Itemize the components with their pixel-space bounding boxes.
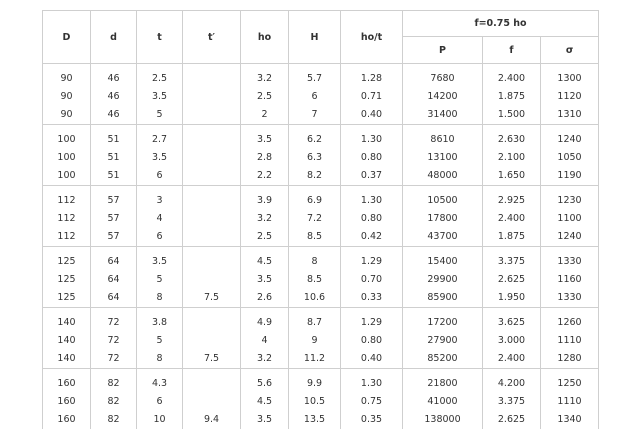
cell-value: 1.30 xyxy=(360,378,383,389)
cell-value: 85200 xyxy=(427,353,458,364)
cell-value: 0.33 xyxy=(360,292,383,303)
header-t: t xyxy=(137,11,183,64)
cell-value: 0.75 xyxy=(360,396,383,407)
table-row xyxy=(43,125,599,186)
cell-value: 3.375 xyxy=(497,396,526,407)
table-cell xyxy=(541,247,599,308)
cell-value: 1.650 xyxy=(497,170,526,181)
table-cell xyxy=(241,125,289,186)
cell-value: 7.5 xyxy=(203,353,220,364)
cell-value: 160 xyxy=(57,378,76,389)
cell-value: 0.40 xyxy=(360,109,383,120)
cell-value xyxy=(183,106,240,124)
cell-value: 8.2 xyxy=(306,170,323,181)
cell-value: 3.2 xyxy=(256,213,273,224)
table-cell xyxy=(43,186,91,247)
cell-value xyxy=(183,271,240,289)
table-cell xyxy=(541,369,599,430)
cell-value: 1100 xyxy=(557,213,582,224)
table-cell xyxy=(483,247,541,308)
cell-value: 10.6 xyxy=(303,292,326,303)
table-cell xyxy=(43,308,91,369)
table-cell xyxy=(341,308,403,369)
cell-value: 3.8 xyxy=(151,317,168,328)
table-cell xyxy=(289,186,341,247)
cell-value: 17800 xyxy=(427,213,458,224)
cell-value: 46 xyxy=(107,73,120,84)
cell-value: 8.7 xyxy=(306,317,323,328)
cell-value: 82 xyxy=(107,414,120,425)
header-ho-over-t: ho/t xyxy=(341,11,403,64)
cell-value: 4.200 xyxy=(497,378,526,389)
cell-value: 2.630 xyxy=(497,134,526,145)
cell-value: 57 xyxy=(107,213,120,224)
table-cell xyxy=(403,125,483,186)
cell-value: 8.5 xyxy=(306,274,323,285)
cell-value: 43700 xyxy=(427,231,458,242)
cell-value: 7.5 xyxy=(203,292,220,303)
cell-value: 82 xyxy=(107,396,120,407)
table-cell xyxy=(289,247,341,308)
table-cell xyxy=(483,125,541,186)
cell-value: 4 xyxy=(261,335,268,346)
cell-value: 82 xyxy=(107,378,120,389)
table-cell xyxy=(43,369,91,430)
cell-value: 5 xyxy=(156,109,163,120)
cell-value: 57 xyxy=(107,195,120,206)
cell-value: 160 xyxy=(57,414,76,425)
table-cell xyxy=(183,64,241,125)
cell-value: 31400 xyxy=(427,109,458,120)
cell-value: 85900 xyxy=(427,292,458,303)
table-cell xyxy=(91,64,137,125)
cell-value: 3.9 xyxy=(256,195,273,206)
cell-value xyxy=(183,149,240,167)
cell-value: 48000 xyxy=(427,170,458,181)
cell-value: 1330 xyxy=(557,256,582,267)
cell-value xyxy=(183,314,240,332)
cell-value: 112 xyxy=(57,231,76,242)
cell-value: 4.5 xyxy=(256,396,273,407)
table-cell xyxy=(183,247,241,308)
cell-value: 72 xyxy=(107,353,120,364)
table-cell xyxy=(541,186,599,247)
cell-value: 27900 xyxy=(427,335,458,346)
header-sigma: σ xyxy=(541,37,599,64)
cell-value: 3.5 xyxy=(151,91,168,102)
cell-value: 2.100 xyxy=(497,152,526,163)
cell-value: 1.30 xyxy=(360,134,383,145)
cell-value: 8 xyxy=(311,256,318,267)
table-cell xyxy=(241,247,289,308)
cell-value: 3.5 xyxy=(256,134,273,145)
cell-value: 1250 xyxy=(557,378,582,389)
cell-value xyxy=(183,375,240,393)
cell-value: 6 xyxy=(156,170,163,181)
table-cell xyxy=(289,308,341,369)
cell-value: 2.625 xyxy=(497,414,526,425)
cell-value: 1110 xyxy=(557,396,582,407)
cell-value: 57 xyxy=(107,231,120,242)
cell-value xyxy=(183,393,240,411)
cell-value xyxy=(183,167,240,185)
table-cell xyxy=(91,186,137,247)
cell-value: 64 xyxy=(107,292,120,303)
cell-value: 29900 xyxy=(427,274,458,285)
cell-value: 2 xyxy=(261,109,268,120)
cell-value: 72 xyxy=(107,335,120,346)
cell-value: 1.500 xyxy=(497,109,526,120)
table-cell xyxy=(289,369,341,430)
cell-value: 1340 xyxy=(557,414,582,425)
table-row xyxy=(43,186,599,247)
cell-value: 0.70 xyxy=(360,274,383,285)
cell-value: 112 xyxy=(57,195,76,206)
cell-value xyxy=(183,210,240,228)
table-cell xyxy=(241,64,289,125)
table-cell xyxy=(541,125,599,186)
cell-value: 1240 xyxy=(557,134,582,145)
table-cell xyxy=(241,308,289,369)
table-cell xyxy=(341,64,403,125)
cell-value: 64 xyxy=(107,274,120,285)
cell-value: 1230 xyxy=(557,195,582,206)
table-cell xyxy=(91,125,137,186)
cell-value: 6 xyxy=(156,231,163,242)
table-cell xyxy=(483,308,541,369)
cell-value: 0.80 xyxy=(360,335,383,346)
header-group-f: f=0.75 ho xyxy=(403,11,599,37)
cell-value: 6 xyxy=(311,91,318,102)
cell-value: 160 xyxy=(57,396,76,407)
table-cell xyxy=(91,369,137,430)
table-cell xyxy=(43,64,91,125)
cell-value: 2.5 xyxy=(256,91,273,102)
table-cell xyxy=(241,186,289,247)
cell-value: 1.29 xyxy=(360,317,383,328)
cell-value: 1310 xyxy=(557,109,582,120)
cell-value: 3.5 xyxy=(151,152,168,163)
cell-value: 3.5 xyxy=(151,256,168,267)
cell-value: 1.875 xyxy=(497,231,526,242)
cell-value: 3.5 xyxy=(256,274,273,285)
cell-value: 1330 xyxy=(557,292,582,303)
cell-value: 1.30 xyxy=(360,195,383,206)
cell-value: 8 xyxy=(156,353,163,364)
table-cell xyxy=(241,369,289,430)
cell-value xyxy=(183,70,240,88)
header-d: d xyxy=(91,11,137,64)
header-P: P xyxy=(403,37,483,64)
cell-value: 0.80 xyxy=(360,213,383,224)
cell-value: 125 xyxy=(57,256,76,267)
table-cell xyxy=(289,64,341,125)
cell-value: 0.42 xyxy=(360,231,383,242)
cell-value: 1.950 xyxy=(497,292,526,303)
table-cell xyxy=(137,369,183,430)
table-cell xyxy=(43,247,91,308)
cell-value: 4.3 xyxy=(151,378,168,389)
table-cell xyxy=(183,369,241,430)
cell-value: 1240 xyxy=(557,231,582,242)
table-cell xyxy=(403,64,483,125)
cell-value: 51 xyxy=(107,170,120,181)
table-row xyxy=(43,64,599,125)
cell-value: 2.5 xyxy=(151,73,168,84)
table-cell xyxy=(341,247,403,308)
cell-value: 5.6 xyxy=(256,378,273,389)
cell-value: 7.2 xyxy=(306,213,323,224)
cell-value: 138000 xyxy=(424,414,461,425)
cell-value: 2.8 xyxy=(256,152,273,163)
cell-value: 2.925 xyxy=(497,195,526,206)
cell-value: 5.7 xyxy=(306,73,323,84)
cell-value: 21800 xyxy=(427,378,458,389)
cell-value: 51 xyxy=(107,152,120,163)
header-row xyxy=(43,11,599,37)
spring-data-table xyxy=(42,10,599,429)
cell-value: 9.9 xyxy=(306,378,323,389)
cell-value: 3 xyxy=(156,195,163,206)
cell-value: 112 xyxy=(57,213,76,224)
cell-value: 6.2 xyxy=(306,134,323,145)
cell-value: 64 xyxy=(107,256,120,267)
table-cell xyxy=(483,64,541,125)
cell-value: 2.5 xyxy=(256,231,273,242)
cell-value: 8 xyxy=(156,292,163,303)
table-cell xyxy=(137,64,183,125)
cell-value: 41000 xyxy=(427,396,458,407)
cell-value: 90 xyxy=(60,109,73,120)
cell-value: 0.35 xyxy=(360,414,383,425)
cell-value: 1.29 xyxy=(360,256,383,267)
cell-value: 100 xyxy=(57,170,76,181)
cell-value: 2.625 xyxy=(497,274,526,285)
header-D: D xyxy=(43,11,91,64)
cell-value: 100 xyxy=(57,152,76,163)
table-cell xyxy=(91,308,137,369)
cell-value: 10500 xyxy=(427,195,458,206)
cell-value: 4.5 xyxy=(256,256,273,267)
cell-value: 6 xyxy=(156,396,163,407)
table-cell xyxy=(43,125,91,186)
cell-value: 8610 xyxy=(430,134,455,145)
table-cell xyxy=(541,64,599,125)
cell-value: 4 xyxy=(156,213,163,224)
cell-value: 2.2 xyxy=(256,170,273,181)
header-f: f xyxy=(483,37,541,64)
cell-value: 8.5 xyxy=(306,231,323,242)
cell-value: 14200 xyxy=(427,91,458,102)
cell-value: 140 xyxy=(57,335,76,346)
cell-value xyxy=(183,253,240,271)
cell-value: 1190 xyxy=(557,170,582,181)
cell-value: 2.6 xyxy=(256,292,273,303)
cell-value: 7 xyxy=(311,109,318,120)
cell-value: 0.37 xyxy=(360,170,383,181)
table-cell xyxy=(403,186,483,247)
table-cell xyxy=(91,247,137,308)
cell-value: 1120 xyxy=(557,91,582,102)
cell-value: 1280 xyxy=(557,353,582,364)
cell-value: 1.875 xyxy=(497,91,526,102)
cell-value: 2.400 xyxy=(497,73,526,84)
cell-value xyxy=(183,131,240,149)
cell-value: 2.7 xyxy=(151,134,168,145)
table-cell xyxy=(341,186,403,247)
table-cell xyxy=(137,186,183,247)
cell-value: 2.400 xyxy=(497,213,526,224)
cell-value: 140 xyxy=(57,353,76,364)
cell-value: 1260 xyxy=(557,317,582,328)
cell-value: 13.5 xyxy=(303,414,326,425)
cell-value: 3.000 xyxy=(497,335,526,346)
cell-value xyxy=(183,192,240,210)
cell-value: 15400 xyxy=(427,256,458,267)
table-cell xyxy=(183,186,241,247)
table-row xyxy=(43,247,599,308)
cell-value: 72 xyxy=(107,317,120,328)
cell-value: 6.3 xyxy=(306,152,323,163)
cell-value: 13100 xyxy=(427,152,458,163)
cell-value: 46 xyxy=(107,91,120,102)
cell-value: 100 xyxy=(57,134,76,145)
cell-value: 1160 xyxy=(557,274,582,285)
cell-value: 3.2 xyxy=(256,73,273,84)
cell-value: 1110 xyxy=(557,335,582,346)
header-H: H xyxy=(289,11,341,64)
cell-value: 9.4 xyxy=(203,414,220,425)
cell-value: 4.9 xyxy=(256,317,273,328)
table-cell xyxy=(341,125,403,186)
cell-value: 11.2 xyxy=(303,353,326,364)
header-t-prime: t′ xyxy=(183,11,241,64)
cell-value: 5 xyxy=(156,335,163,346)
table-cell xyxy=(137,125,183,186)
cell-value: 2.400 xyxy=(497,353,526,364)
cell-value: 3.2 xyxy=(256,353,273,364)
cell-value: 7680 xyxy=(430,73,455,84)
cell-value: 17200 xyxy=(427,317,458,328)
table-cell xyxy=(183,308,241,369)
cell-value: 3.625 xyxy=(497,317,526,328)
table-row xyxy=(43,369,599,430)
cell-value: 0.71 xyxy=(360,91,383,102)
cell-value: 140 xyxy=(57,317,76,328)
table-cell xyxy=(403,247,483,308)
cell-value: 0.40 xyxy=(360,353,383,364)
cell-value xyxy=(183,332,240,350)
cell-value: 6.9 xyxy=(306,195,323,206)
cell-value: 1050 xyxy=(557,152,582,163)
cell-value: 90 xyxy=(60,91,73,102)
cell-value: 9 xyxy=(311,335,318,346)
cell-value xyxy=(183,88,240,106)
table-cell xyxy=(289,125,341,186)
cell-value: 90 xyxy=(60,73,73,84)
cell-value: 1.28 xyxy=(360,73,383,84)
cell-value: 5 xyxy=(156,274,163,285)
table-cell xyxy=(137,247,183,308)
table-cell xyxy=(137,308,183,369)
table-cell xyxy=(483,369,541,430)
cell-value: 3.5 xyxy=(256,414,273,425)
cell-value: 3.375 xyxy=(497,256,526,267)
table-cell xyxy=(183,125,241,186)
table-cell xyxy=(541,308,599,369)
cell-value: 0.80 xyxy=(360,152,383,163)
table-cell xyxy=(483,186,541,247)
table-cell xyxy=(403,308,483,369)
cell-value: 46 xyxy=(107,109,120,120)
cell-value: 125 xyxy=(57,292,76,303)
cell-value: 51 xyxy=(107,134,120,145)
table-row xyxy=(43,308,599,369)
header-ho: ho xyxy=(241,11,289,64)
table-cell xyxy=(341,369,403,430)
cell-value: 10 xyxy=(153,414,166,425)
cell-value xyxy=(183,228,240,246)
cell-value: 125 xyxy=(57,274,76,285)
cell-value: 1300 xyxy=(557,73,582,84)
table-cell xyxy=(403,369,483,430)
cell-value: 10.5 xyxy=(303,396,326,407)
